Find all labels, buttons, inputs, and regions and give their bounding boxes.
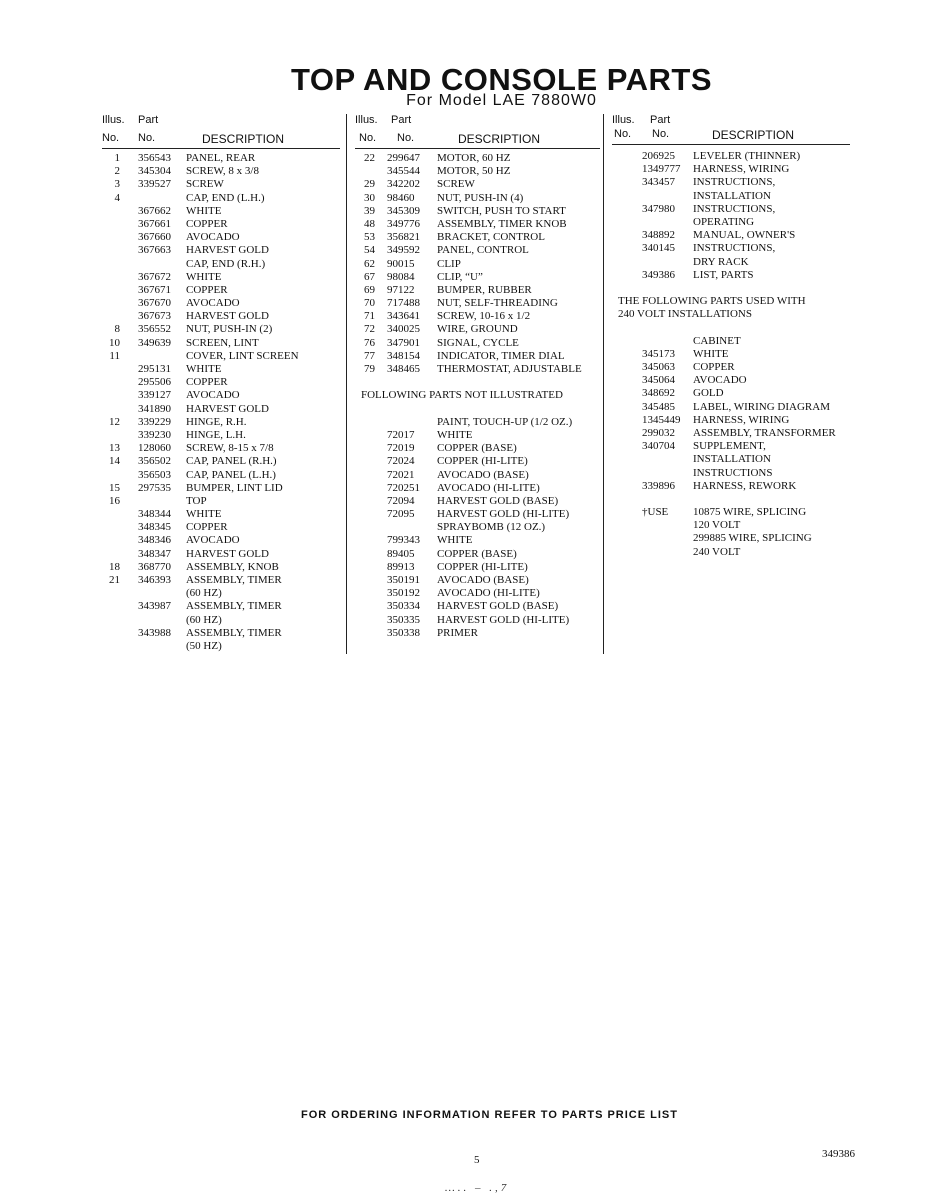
header-rule <box>102 148 340 149</box>
part-description: COPPER <box>186 376 228 389</box>
part-number: 1345449 <box>642 413 681 426</box>
column-header <box>102 114 340 150</box>
part-description: HARNESS, REWORK <box>693 479 797 492</box>
illus-number: 18 <box>109 560 120 573</box>
part-number: 368770 <box>138 560 171 573</box>
section-note: FOLLOWING PARTS NOT ILLUSTRATED <box>361 389 563 402</box>
page-title: TOP AND CONSOLE PARTS <box>290 62 712 97</box>
document-number: 349386 <box>822 1148 855 1160</box>
part-number: 350335 <box>387 613 420 626</box>
part-number: 348154 <box>387 349 420 362</box>
section-note: THE FOLLOWING PARTS USED WITH <box>618 295 806 308</box>
part-number: 347980 <box>642 202 675 215</box>
part-number: 356821 <box>387 231 420 244</box>
part-number: 348692 <box>642 387 675 400</box>
illus-number: 62 <box>364 257 375 270</box>
page-number: 5 <box>474 1154 480 1166</box>
part-description: SCREW, 10-16 x 1/2 <box>437 310 531 323</box>
part-description: HINGE, R.H. <box>186 415 247 428</box>
part-header: Part <box>138 114 159 126</box>
illus-number: 71 <box>364 310 375 323</box>
part-description: PANEL, CONTROL <box>437 244 529 257</box>
part-description: SUPPLEMENT, <box>693 440 766 453</box>
part-number: 343641 <box>387 310 420 323</box>
part-number: 356552 <box>138 323 171 336</box>
part-number: 90015 <box>387 257 415 270</box>
illus-number: 16 <box>109 494 120 507</box>
part-description: AVOCADO <box>186 389 240 402</box>
illus-number: 2 <box>114 165 120 178</box>
part-description: PAINT, TOUCH-UP (1/2 OZ.) <box>437 415 573 428</box>
part-description: ASSEMBLY, TIMER KNOB <box>437 217 567 230</box>
part-description: COPPER <box>186 283 228 296</box>
illus-number: 39 <box>364 204 375 217</box>
illus-number: 79 <box>364 363 375 375</box>
illus-number: 14 <box>109 455 120 468</box>
description-header: DESCRIPTION <box>458 132 541 146</box>
illus-number: 77 <box>364 349 375 362</box>
ordering-footer: FOR ORDERING INFORMATION REFER TO PARTS PRICE LIST <box>301 1109 678 1121</box>
part-description: COPPER (BASE) <box>437 547 517 560</box>
part-description: COPPER (HI-LITE) <box>437 560 528 573</box>
part-description: INSTRUCTIONS, <box>693 176 776 189</box>
part-description: AVOCADO <box>186 231 240 244</box>
part-description: WHITE <box>186 363 222 375</box>
part-number: 97122 <box>387 283 415 296</box>
part-number: 339229 <box>138 415 171 428</box>
part-description: WHITE <box>693 347 729 360</box>
part-description: ASSEMBLY, TRANSFORMER <box>693 426 836 439</box>
part-description: COPPER (BASE) <box>437 442 517 455</box>
illus-number: 48 <box>364 217 375 230</box>
part-description: CAP, PANEL (R.H.) <box>186 455 277 468</box>
part-description: MOTOR, 60 HZ <box>437 152 511 164</box>
part-description: CABINET <box>693 334 741 347</box>
illus-number: 11 <box>109 349 120 362</box>
header-rule <box>612 144 850 145</box>
part-description: AVOCADO (BASE) <box>437 574 529 586</box>
part-number: †USE <box>642 506 669 519</box>
part-number: 340704 <box>642 440 675 453</box>
part-description: ASSEMBLY, TIMER <box>186 574 282 586</box>
part-number: 295506 <box>138 376 171 389</box>
part-number: 348347 <box>138 547 171 560</box>
part-number: 89405 <box>387 547 415 560</box>
part-no-header: No. <box>652 128 670 140</box>
illus-header: Illus. <box>355 114 378 126</box>
part-description: ASSEMBLY, TIMER <box>186 626 282 639</box>
part-description: HARNESS, WIRING <box>693 413 790 426</box>
part-description: CLIP <box>437 257 461 270</box>
part-number: 72094 <box>387 494 415 507</box>
part-number: 343457 <box>642 176 675 189</box>
part-description: AVOCADO <box>186 297 240 310</box>
part-number: 367663 <box>138 244 171 257</box>
part-description: CAP, END (L.H.) <box>186 191 265 204</box>
part-description: WIRE, GROUND <box>437 323 518 336</box>
part-number: 98084 <box>387 270 415 283</box>
section-note: 240 VOLT INSTALLATIONS <box>618 308 752 321</box>
part-description: NUT, PUSH-IN (4) <box>437 191 524 204</box>
part-number: 367672 <box>138 270 171 283</box>
part-number: 345485 <box>642 400 675 413</box>
illus-number: 76 <box>364 336 375 349</box>
part-description: (60 HZ) <box>186 613 222 626</box>
part-description: GOLD <box>693 387 724 400</box>
part-description: 240 VOLT <box>693 545 741 558</box>
part-description: BUMPER, RUBBER <box>437 283 532 296</box>
illus-number: 22 <box>364 152 375 164</box>
part-description: INSTRUCTIONS, <box>693 202 776 215</box>
illus-number: 8 <box>114 323 120 336</box>
part-description: HARVEST GOLD (BASE) <box>437 494 559 507</box>
part-number: 349386 <box>642 268 675 281</box>
part-description: 120 VOLT <box>693 519 741 532</box>
part-description: 10875 WIRE, SPLICING <box>693 506 807 519</box>
part-number: 72019 <box>387 442 415 455</box>
illus-number: 4 <box>114 191 120 204</box>
part-description: COVER, LINT SCREEN <box>186 349 299 362</box>
part-description: AVOCADO (HI-LITE) <box>437 481 540 494</box>
part-number: 350191 <box>387 574 420 586</box>
part-number: 720251 <box>387 481 420 494</box>
part-description: CAP, END (R.H.) <box>186 257 266 270</box>
part-header: Part <box>391 114 412 126</box>
part-description: PANEL, REAR <box>186 152 256 164</box>
part-description: WHITE <box>186 508 222 521</box>
illus-number: 15 <box>109 481 120 494</box>
illus-number: 3 <box>114 178 120 191</box>
parts-column-3 <box>612 114 850 558</box>
part-number: 348345 <box>138 521 171 534</box>
part-number: 72024 <box>387 455 415 468</box>
parts-column-1 <box>102 114 340 652</box>
part-description: (50 HZ) <box>186 639 222 652</box>
part-description: HARNESS, WIRING <box>693 163 790 176</box>
part-description: NUT, PUSH-IN (2) <box>186 323 273 336</box>
part-number: 297535 <box>138 481 171 494</box>
part-number: 345173 <box>642 347 675 360</box>
part-number: 343987 <box>138 600 171 613</box>
part-description: NUT, SELF-THREADING <box>437 297 558 310</box>
illus-number: 30 <box>364 191 375 204</box>
part-description: SWITCH, PUSH TO START <box>437 204 566 217</box>
illus-number: 1 <box>114 152 120 164</box>
column-header <box>355 114 600 150</box>
part-description: ASSEMBLY, TIMER <box>186 600 282 613</box>
part-description: SCREW <box>437 178 475 191</box>
part-number: 349592 <box>387 244 420 257</box>
part-number: 367671 <box>138 283 171 296</box>
description-header: DESCRIPTION <box>712 128 795 142</box>
illus-no-header: No. <box>102 132 120 144</box>
header-rule <box>355 148 600 149</box>
illus-header: Illus. <box>612 114 635 126</box>
part-description: MANUAL, OWNER'S <box>693 229 796 242</box>
part-number: 347901 <box>387 336 420 349</box>
part-number: 128060 <box>138 442 171 455</box>
illus-no-header: No. <box>359 132 377 144</box>
part-description: HINGE, L.H. <box>186 428 246 441</box>
part-description: SPRAYBOMB (12 OZ.) <box>437 521 546 534</box>
part-description: CAP, PANEL (L.H.) <box>186 468 276 481</box>
part-description: INSTRUCTIONS <box>693 466 773 479</box>
part-description: AVOCADO <box>693 374 747 387</box>
description-header: DESCRIPTION <box>202 132 285 146</box>
part-number: 349776 <box>387 217 420 230</box>
illus-number: 72 <box>364 323 375 336</box>
part-number: 345304 <box>138 165 171 178</box>
part-number: 72017 <box>387 428 415 441</box>
part-no-header: No. <box>138 132 156 144</box>
part-number: 349639 <box>138 336 171 349</box>
handwritten-mark: ….. – .,7 <box>445 1182 510 1194</box>
part-number: 89913 <box>387 560 415 573</box>
part-number: 356543 <box>138 152 171 164</box>
part-number: 343988 <box>138 626 171 639</box>
part-description: CLIP, “U” <box>437 270 483 283</box>
part-number: 348465 <box>387 363 420 375</box>
part-description: COPPER <box>186 217 228 230</box>
part-number: 339527 <box>138 178 171 191</box>
part-description: BUMPER, LINT LID <box>186 481 283 494</box>
part-description: LABEL, WIRING DIAGRAM <box>693 400 830 413</box>
part-description: WHITE <box>437 534 473 547</box>
part-description: SCREEN, LINT <box>186 336 259 349</box>
part-description: AVOCADO (HI-LITE) <box>437 587 540 600</box>
illus-number: 13 <box>109 442 120 455</box>
part-number: 350334 <box>387 600 420 613</box>
part-description: HARVEST GOLD <box>186 310 269 323</box>
part-description: MOTOR, 50 HZ <box>437 165 511 178</box>
part-description: 299885 WIRE, SPLICING <box>693 532 812 545</box>
part-header: Part <box>650 114 671 126</box>
illus-number: 67 <box>364 270 375 283</box>
part-description: TOP <box>186 494 207 507</box>
part-description: SIGNAL, CYCLE <box>437 336 519 349</box>
part-number: 339896 <box>642 479 675 492</box>
part-description: INSTRUCTIONS, <box>693 242 776 255</box>
part-description: COPPER (HI-LITE) <box>437 455 528 468</box>
part-description: COPPER <box>693 361 735 373</box>
part-description: WHITE <box>186 204 222 217</box>
part-number: 1349777 <box>642 163 681 176</box>
part-number: 346393 <box>138 574 171 586</box>
part-number: 367670 <box>138 297 171 310</box>
page-subtitle: For Model LAE 7880W0 <box>406 92 597 109</box>
part-description: COPPER <box>186 521 228 534</box>
part-description: HARVEST GOLD (HI-LITE) <box>437 613 570 626</box>
column-divider <box>346 114 347 654</box>
part-description: PRIMER <box>437 626 478 639</box>
part-number: 350192 <box>387 587 420 600</box>
illus-number: 29 <box>364 178 375 191</box>
part-description: INDICATOR, TIMER DIAL <box>437 349 565 362</box>
part-description: SCREW, 8-15 x 7/8 <box>186 442 274 455</box>
parts-column-2 <box>355 114 600 639</box>
part-number: 299647 <box>387 152 420 164</box>
part-number: 356503 <box>138 468 171 481</box>
part-number: 367673 <box>138 310 171 323</box>
part-number: 356502 <box>138 455 171 468</box>
part-number: 350338 <box>387 626 420 639</box>
part-number: 98460 <box>387 191 415 204</box>
part-description: DRY RACK <box>693 255 749 268</box>
part-number: 345064 <box>642 374 675 387</box>
illus-header: Illus. <box>102 114 125 126</box>
part-description: AVOCADO <box>186 534 240 547</box>
part-number: 367662 <box>138 204 171 217</box>
illus-number: 70 <box>364 297 375 310</box>
part-number: 348892 <box>642 229 675 242</box>
illus-no-header: No. <box>614 128 632 140</box>
part-number: 348344 <box>138 508 171 521</box>
part-description: SCREW, 8 x 3/8 <box>186 165 259 178</box>
part-number: 342202 <box>387 178 420 191</box>
part-number: 295131 <box>138 363 171 375</box>
part-number: 339230 <box>138 428 171 441</box>
part-description: INSTALLATION <box>693 453 771 466</box>
part-description: BRACKET, CONTROL <box>437 231 545 244</box>
part-description: LEVELER (THINNER) <box>693 150 801 162</box>
part-number: 299032 <box>642 426 675 439</box>
part-description: INSTALLATION <box>693 189 771 202</box>
part-description: THERMOSTAT, ADJUSTABLE <box>437 363 582 375</box>
illus-number: 10 <box>109 336 120 349</box>
part-number: 341890 <box>138 402 171 415</box>
part-number: 340145 <box>642 242 675 255</box>
part-number: 345309 <box>387 204 420 217</box>
column-divider <box>603 114 604 654</box>
part-description: HARVEST GOLD <box>186 244 269 257</box>
part-number: 799343 <box>387 534 420 547</box>
part-description: LIST, PARTS <box>693 268 754 281</box>
part-description: ASSEMBLY, KNOB <box>186 560 279 573</box>
part-description: HARVEST GOLD (HI-LITE) <box>437 508 570 521</box>
part-number: 345063 <box>642 361 675 373</box>
part-number: 367660 <box>138 231 171 244</box>
part-number: 339127 <box>138 389 171 402</box>
part-number: 345544 <box>387 165 420 178</box>
part-number: 367661 <box>138 217 171 230</box>
illus-number: 12 <box>109 415 120 428</box>
part-description: WHITE <box>437 428 473 441</box>
part-description: HARVEST GOLD <box>186 402 269 415</box>
part-description: OPERATING <box>693 215 755 228</box>
part-number: 340025 <box>387 323 420 336</box>
illus-number: 69 <box>364 283 375 296</box>
part-description: WHITE <box>186 270 222 283</box>
part-description: HARVEST GOLD (BASE) <box>437 600 559 613</box>
part-no-header: No. <box>397 132 415 144</box>
part-number: 717488 <box>387 297 420 310</box>
part-description: (60 HZ) <box>186 587 222 600</box>
part-number: 72095 <box>387 508 415 521</box>
part-number: 206925 <box>642 150 675 162</box>
part-description: HARVEST GOLD <box>186 547 269 560</box>
part-description: SCREW <box>186 178 224 191</box>
part-number: 348346 <box>138 534 171 547</box>
part-description: AVOCADO (BASE) <box>437 468 529 481</box>
part-number: 72021 <box>387 468 415 481</box>
illus-number: 53 <box>364 231 375 244</box>
illus-number: 54 <box>364 244 375 257</box>
illus-number: 21 <box>109 574 120 586</box>
